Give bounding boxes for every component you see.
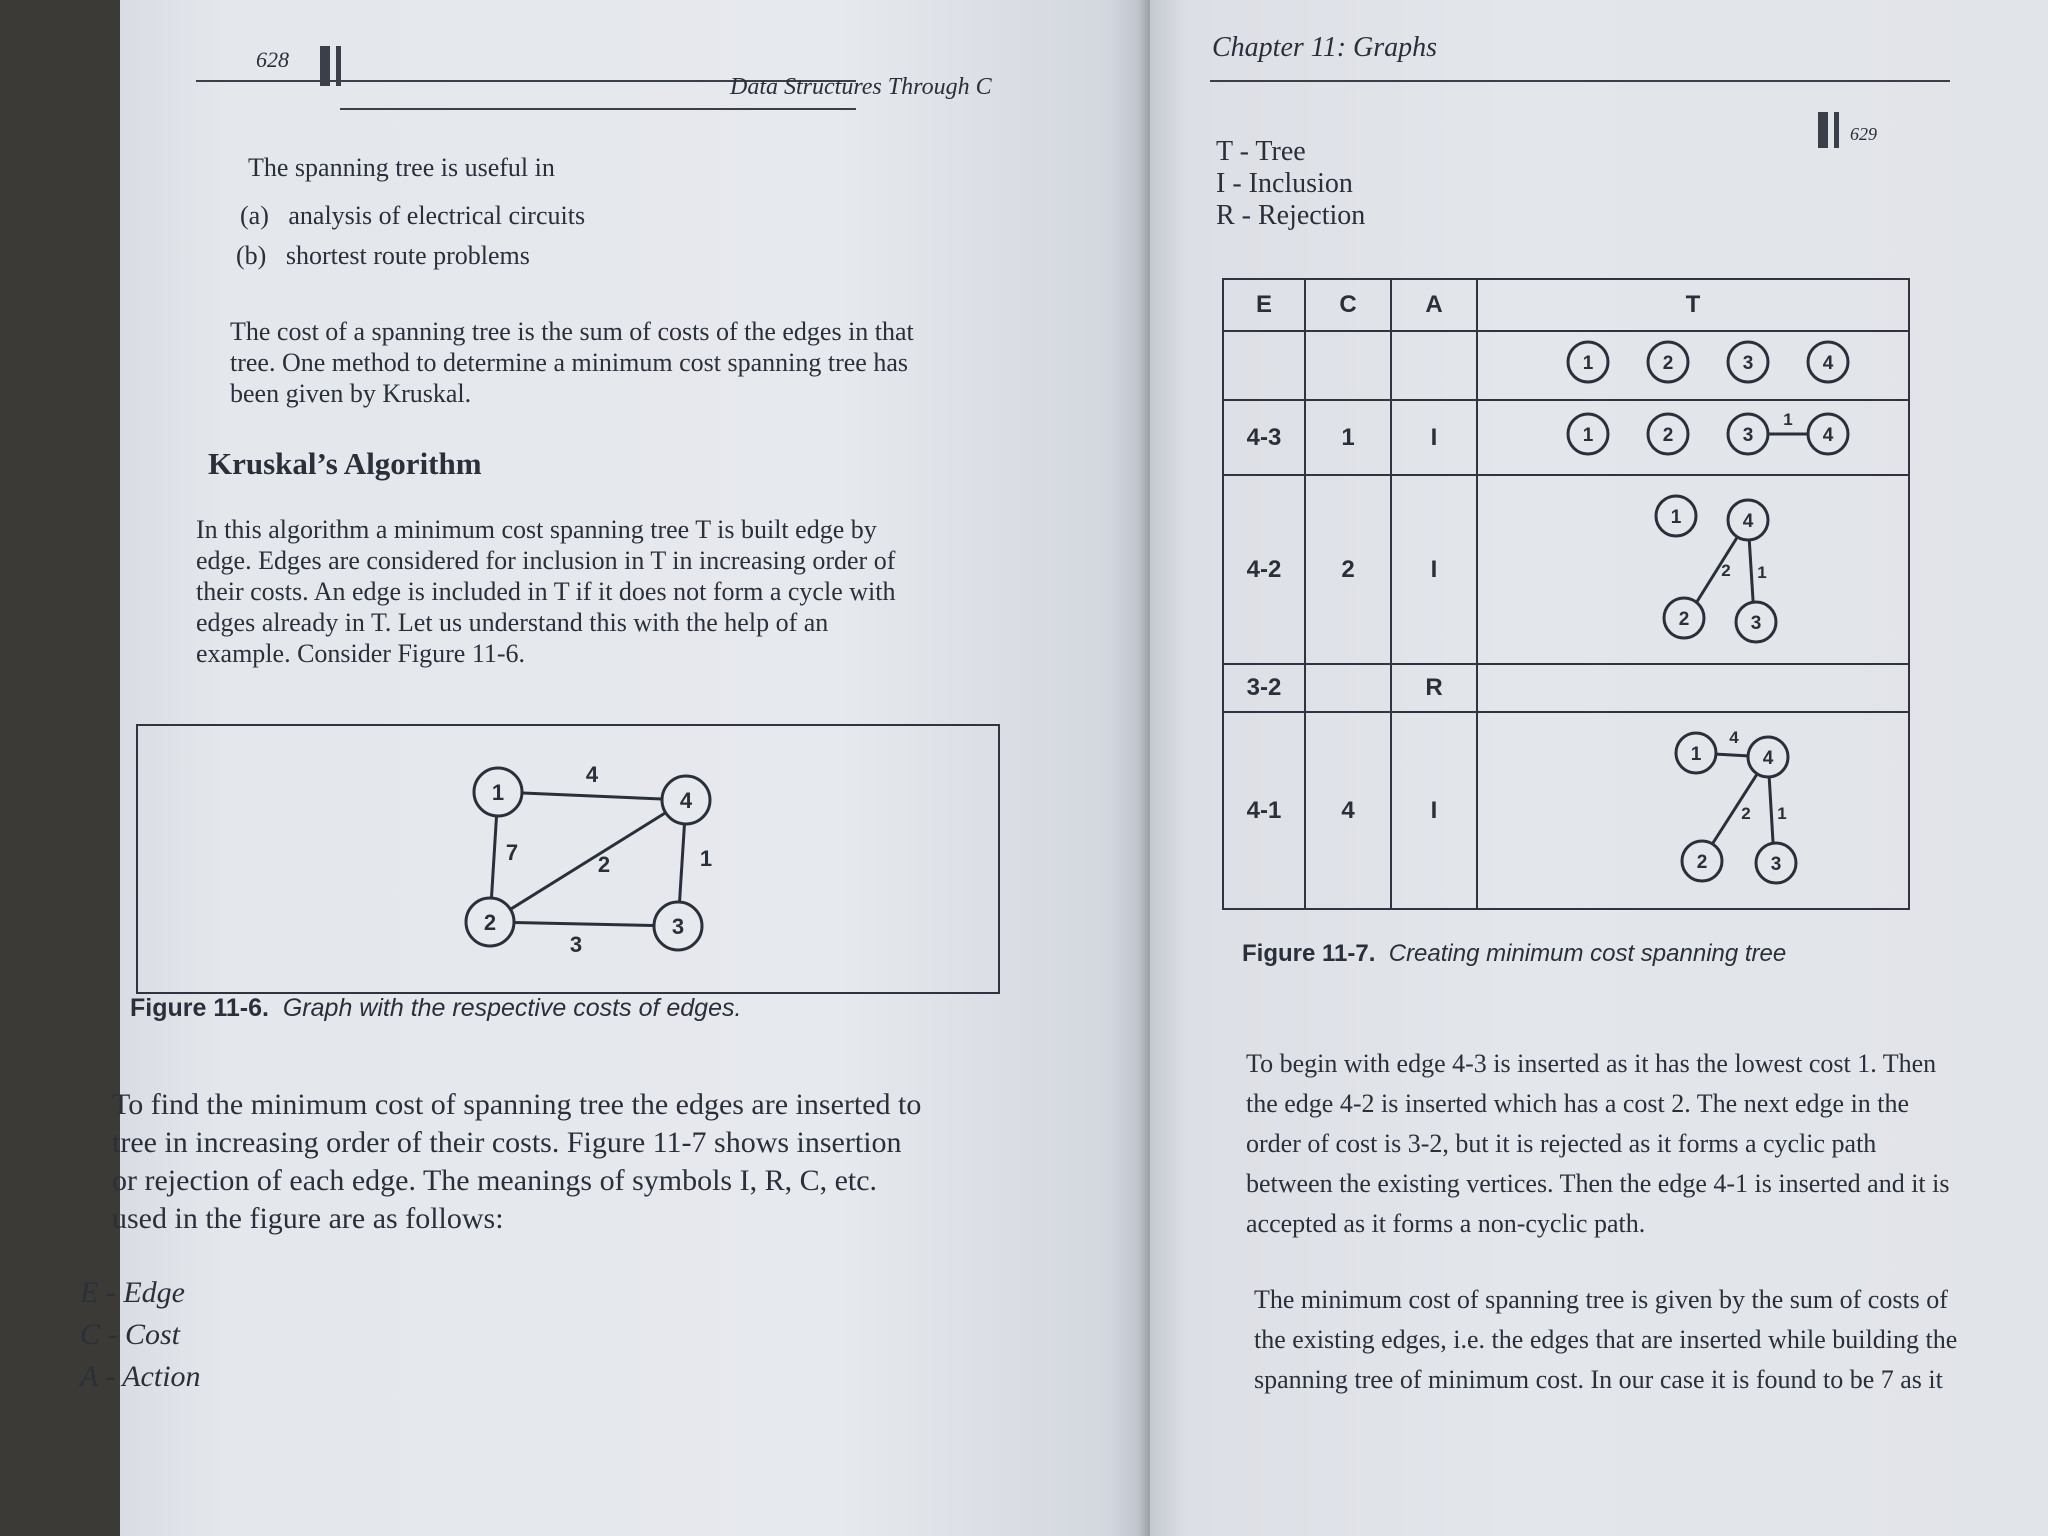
header-a: A [1391, 279, 1477, 331]
legend-item: E - Edge [80, 1276, 185, 1309]
header-rule-lower [340, 108, 856, 110]
caption-text: Creating minimum cost spanning tree [1388, 940, 1787, 967]
text-line: The cost of a spanning tree is the sum of costs of the edges in that [230, 317, 914, 346]
node-label: 4 [1742, 511, 1754, 532]
use-item [236, 240, 530, 271]
text-line: edge. Edges are considered for inclusion in T in increasing order of [196, 546, 896, 575]
text-line: the edge 4-2 is inserted which has a cost 2. The next edge in the [1246, 1089, 1910, 1118]
graph-edge [490, 922, 678, 926]
text-line: the existing edges, i.e. the edges that are inserted while building the [1254, 1325, 1958, 1354]
action-cell: I [1391, 400, 1477, 475]
tree-step-1 [1478, 401, 1908, 467]
tree-cell [1477, 712, 1909, 909]
node-label: 1 [491, 780, 505, 805]
tree-cell [1477, 331, 1909, 400]
text-line: their costs. An edge is included in T if it does not form a cycle with [196, 577, 896, 606]
text-line: To begin with edge 4-3 is inserted as it has the lowest cost 1. Then [1246, 1049, 1937, 1078]
node-label: 1 [1582, 425, 1594, 446]
use-marker: (a) [240, 201, 269, 230]
text-line: The minimum cost of spanning tree is given by the sum of costs of [1254, 1285, 1948, 1314]
symbol-legend [80, 1272, 201, 1398]
node-label: 4 [1822, 425, 1834, 446]
text-line: between the existing vertices. Then the edge 4-1 is inserted and it is [1246, 1169, 1950, 1198]
intro-text: The spanning tree is useful in [248, 153, 555, 182]
tree-step-2 [1478, 476, 1908, 656]
page-number: 628 [256, 47, 289, 72]
node-label: 2 [1678, 609, 1690, 630]
figure-11-6-caption [130, 994, 741, 1023]
caption-label: Figure 11-7. [1242, 940, 1376, 967]
header-bar-thick [1818, 112, 1828, 148]
tree-initial [1478, 332, 1908, 392]
node-label: 3 [671, 914, 685, 939]
edge-cell: 3-2 [1223, 664, 1305, 712]
text-line: used in the figure are as follows: [112, 1202, 504, 1235]
edge-cost-label: 7 [505, 840, 519, 865]
tree-edge-cost: 1 [1757, 563, 1767, 582]
cost-cell: 2 [1305, 475, 1391, 664]
explanation-paragraph [1246, 1044, 2036, 1244]
text-line: example. Consider Figure 11-6. [196, 639, 526, 668]
header-rule [1210, 80, 1950, 82]
edge-cell: 4-3 [1223, 400, 1305, 475]
tree-edge-cost: 2 [1721, 561, 1731, 580]
graph-edge [498, 792, 686, 800]
text-line: accepted as it forms a non-cyclic path. [1246, 1209, 1646, 1238]
legend-item: R - Rejection [1216, 200, 1366, 231]
tree-edge-cost: 2 [1741, 804, 1751, 823]
legend-item: I - Inclusion [1216, 168, 1353, 199]
edge-cost-label: 2 [597, 852, 611, 877]
edge-cost-label: 3 [569, 932, 583, 957]
tree-cell [1477, 664, 1909, 712]
cost-paragraph [230, 316, 1150, 409]
node-label: 1 [1690, 744, 1702, 765]
tree-cell [1477, 475, 1909, 664]
figure-11-6-box [136, 724, 1000, 994]
left-page [80, 0, 1150, 1536]
node-label: 2 [1662, 425, 1674, 446]
summary-paragraph [1254, 1280, 2044, 1400]
text-line: spanning tree of minimum cost. In our case it is found to be 7 as it [1254, 1365, 1943, 1394]
text-line: been given by Kruskal. [230, 379, 472, 408]
caption-text: Graph with the respective costs of edges. [282, 994, 742, 1022]
section-heading: Kruskal’s Algorithm [208, 446, 482, 481]
figure-11-6-graph [138, 726, 998, 992]
cost-cell: 4 [1305, 712, 1391, 909]
edge-cost-label: 4 [585, 762, 599, 787]
edge-cell: 4-1 [1223, 712, 1305, 909]
text-line: In this algorithm a minimum cost spanning tree T is built edge by [196, 515, 877, 544]
algorithm-paragraph [196, 514, 1136, 669]
use-item [240, 200, 585, 231]
edge-cell: 4-2 [1223, 475, 1305, 664]
text-line: tree in increasing order of their costs. Figure 11-7 shows insertion [112, 1126, 902, 1159]
tree-edge-cost: 1 [1783, 410, 1793, 429]
node-label: 3 [1742, 353, 1754, 374]
node-label: 2 [483, 910, 497, 935]
graph-edge [490, 800, 686, 922]
empty-cell [1305, 331, 1391, 400]
tree-edge-cost: 4 [1729, 728, 1739, 747]
header-c: C [1305, 279, 1391, 331]
text-line: tree. One method to determine a minimum cost spanning tree has [230, 348, 908, 377]
header-bar-thin [1834, 112, 1839, 148]
use-marker: (b) [236, 241, 267, 270]
action-cell: R [1391, 664, 1477, 712]
node-label: 3 [1750, 613, 1762, 634]
text-line: To find the minimum cost of spanning tree the edges are inserted to [112, 1088, 922, 1121]
empty-cell [1223, 331, 1305, 400]
symbol-legend [1216, 136, 1365, 232]
node-label: 4 [1762, 748, 1774, 769]
running-title: Data Structures Through C [730, 74, 992, 100]
empty-cell [1391, 331, 1477, 400]
text-line: edges already in T. Let us understand this with the help of an [196, 608, 829, 637]
figure-11-7-caption [1242, 940, 1786, 968]
tree-cell [1477, 400, 1909, 475]
node-label: 4 [679, 788, 693, 813]
cost-cell: 1 [1305, 400, 1391, 475]
node-label: 2 [1696, 852, 1708, 873]
cost-cell [1305, 664, 1391, 712]
header-e: E [1223, 279, 1305, 331]
node-label: 1 [1670, 507, 1682, 528]
legend-item: A - Action [80, 1360, 201, 1393]
kruskal-table [1222, 278, 1910, 910]
use-text: shortest route problems [285, 241, 530, 270]
node-label: 1 [1582, 353, 1594, 374]
caption-label: Figure 11-6. [130, 994, 269, 1022]
header-t: T [1477, 279, 1909, 331]
action-cell: I [1391, 712, 1477, 909]
legend-item: C - Cost [80, 1318, 181, 1351]
node-label: 3 [1770, 854, 1782, 875]
use-text: analysis of electrical circuits [288, 201, 586, 230]
tree-edge-cost: 1 [1777, 804, 1787, 823]
node-label: 2 [1662, 353, 1674, 374]
node-label: 4 [1822, 353, 1834, 374]
action-cell: I [1391, 475, 1477, 664]
chapter-title: Chapter 11: Graphs [1212, 32, 1438, 63]
right-page [1150, 0, 2048, 1536]
text-line: order of cost is 3-2, but it is rejected as it forms a cyclic path [1246, 1129, 1877, 1158]
legend-item: T - Tree [1216, 136, 1306, 167]
text-line: or rejection of each edge. The meanings of symbols I, R, C, etc. [112, 1164, 878, 1197]
find-paragraph [112, 1086, 1112, 1238]
node-label: 3 [1742, 425, 1754, 446]
tree-step-4 [1478, 713, 1908, 901]
edge-cost-label: 1 [699, 846, 713, 871]
page-number: 629 [1850, 124, 1877, 144]
